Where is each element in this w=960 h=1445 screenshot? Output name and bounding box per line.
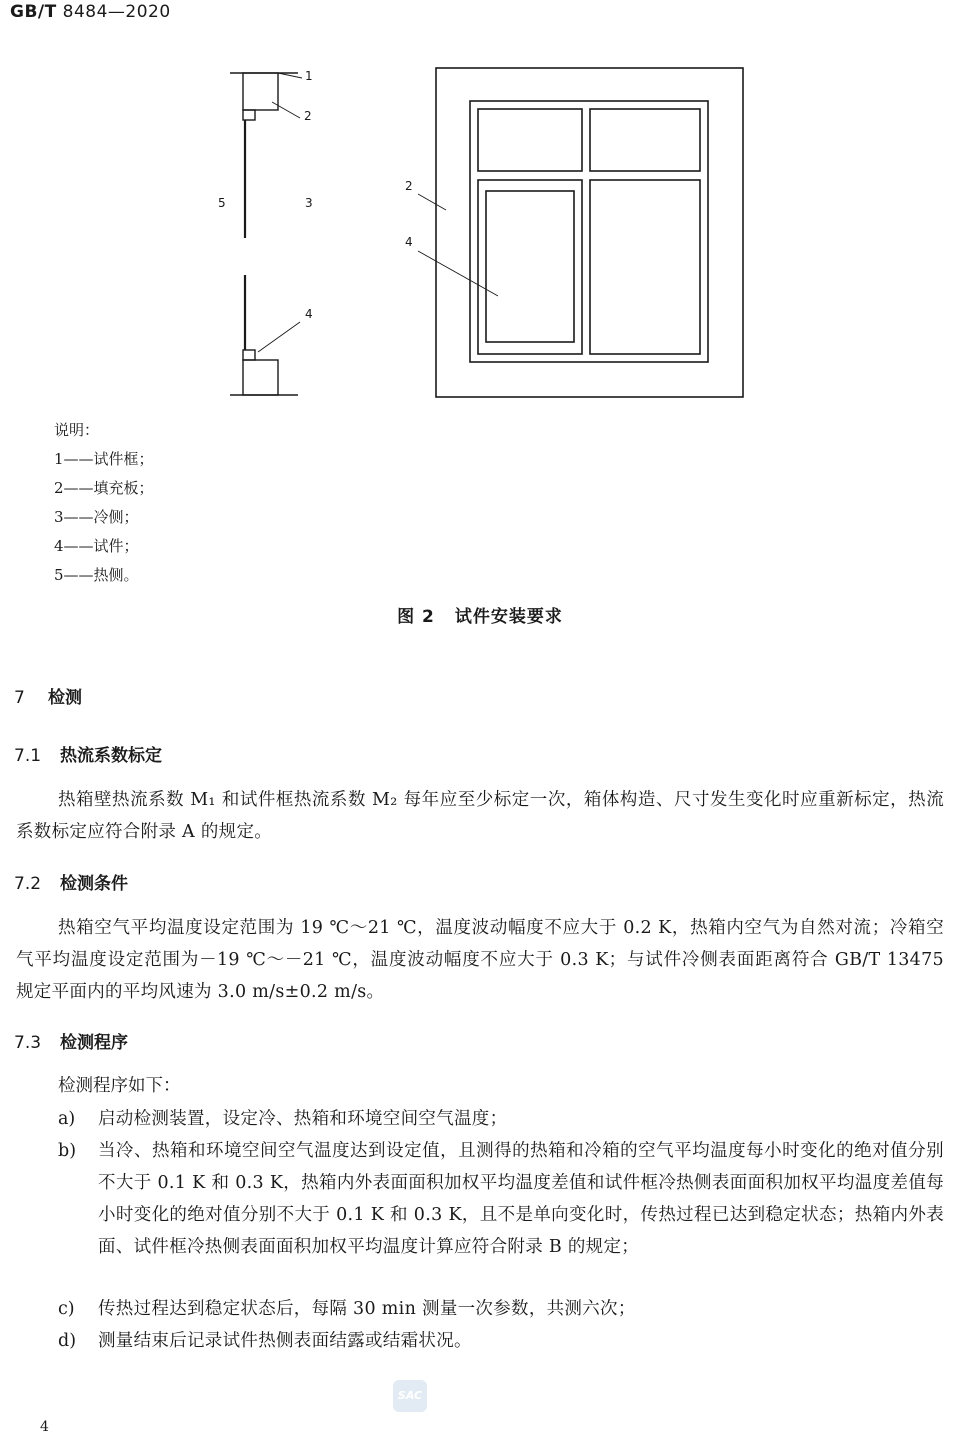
label-r4: 4 bbox=[405, 235, 413, 249]
section-number: 7.2 bbox=[14, 874, 42, 894]
figure-caption bbox=[0, 602, 960, 627]
list-item-label: d) bbox=[58, 1331, 77, 1351]
legend-item: 2——填充板； bbox=[54, 479, 154, 497]
pane-top-right bbox=[590, 109, 700, 171]
list-item bbox=[58, 1325, 944, 1357]
list-item bbox=[58, 1135, 944, 1263]
legend-item: 1——试件框； bbox=[54, 450, 154, 468]
figure-2-drawing bbox=[0, 0, 960, 410]
caption-text: 试件安装要求 bbox=[454, 607, 563, 627]
page-number: 4 bbox=[40, 1419, 49, 1435]
list-item bbox=[58, 1103, 944, 1135]
filler-panel-top bbox=[243, 110, 255, 120]
front-view bbox=[418, 68, 743, 397]
figure-legend bbox=[54, 416, 154, 590]
section-7-heading bbox=[14, 683, 82, 708]
list-item-text: 启动检测装置，设定冷、热箱和环境空间空气温度； bbox=[98, 1109, 508, 1129]
sash-left bbox=[478, 180, 582, 354]
label-3: 3 bbox=[305, 196, 313, 210]
section-7-1-heading bbox=[14, 741, 162, 766]
window-outer bbox=[470, 101, 708, 362]
section-7-3-heading bbox=[14, 1028, 128, 1053]
label-5: 5 bbox=[218, 196, 226, 210]
pane-left-inner bbox=[486, 191, 574, 342]
caption-number: 图 2 bbox=[397, 607, 435, 627]
section-number: 7.1 bbox=[14, 746, 42, 766]
standard-prefix: GB/T bbox=[10, 2, 57, 22]
legend-title: 说明： bbox=[54, 421, 100, 439]
pane-bottom-right bbox=[590, 180, 700, 354]
list-item-label: b) bbox=[58, 1141, 77, 1161]
list-item-label: c) bbox=[58, 1299, 75, 1319]
list-item-text: 传热过程达到稳定状态后，每隔 30 min 测量一次参数，共测六次； bbox=[98, 1299, 636, 1319]
leader-1 bbox=[278, 73, 302, 78]
specimen-frame-bottom bbox=[243, 360, 278, 395]
section-7-2-paragraph: 热箱空气平均温度设定范围为 19 ℃～21 ℃，温度波动幅度不应大于 0.2 K，热箱内空气为自然对流；冷箱空气平均温度设定范围为－19 ℃～－21 ℃，温度波动幅度不应大于 0.3 K；与试件冷侧表面距离符合 GB/T 13475 规定平面内的平均风速为 3.0 m/s±0.2 m/s。 bbox=[16, 918, 944, 1002]
sac-watermark: SAC bbox=[393, 1380, 427, 1412]
leader-r2 bbox=[418, 194, 446, 210]
list-item-label: a) bbox=[58, 1109, 76, 1129]
section-title: 检测条件 bbox=[60, 874, 128, 894]
pane-top-left bbox=[478, 109, 582, 171]
legend-item: 3——冷侧； bbox=[54, 508, 139, 526]
specimen-frame-top bbox=[243, 73, 278, 110]
section-title: 热流系数标定 bbox=[60, 746, 162, 766]
leader-4 bbox=[258, 322, 300, 352]
filler-panel-bottom bbox=[243, 350, 255, 360]
section-7-3-lead: 检测程序如下： bbox=[58, 1076, 181, 1096]
section-7-2-heading bbox=[14, 869, 128, 894]
list-item-text: 当冷、热箱和环境空间空气温度达到设定值，且测得的热箱和冷箱的空气平均温度每小时变化的绝对值分别不大于 0.1 K 和 0.3 K，热箱内外表面面积加权平均温度差值和试件框冷热侧表面面积加权平均温度差值每小时变化的绝对值分别不大于 0.1 K 和 0.3 K，且不是单向变化时，传热过程已达到稳定状态；热箱内外表面、试件框冷热侧表面面积加权平均温度计算应符合附录 B 的规定； bbox=[98, 1141, 944, 1257]
label-1: 1 bbox=[305, 69, 313, 83]
section-view bbox=[230, 73, 302, 395]
section-number: 7.3 bbox=[14, 1033, 42, 1053]
section-title: 检测 bbox=[48, 688, 82, 708]
label-4: 4 bbox=[305, 307, 313, 321]
standard-number: 8484—2020 bbox=[62, 2, 171, 22]
list-item-text: 测量结束后记录试件热侧表面结露或结霜状况。 bbox=[98, 1331, 472, 1351]
label-2: 2 bbox=[304, 109, 312, 123]
label-r2: 2 bbox=[405, 179, 413, 193]
legend-item: 5——热侧。 bbox=[54, 566, 139, 584]
section-number: 7 bbox=[14, 688, 25, 708]
section-title: 检测程序 bbox=[60, 1033, 128, 1053]
section-7-1-paragraph: 热箱壁热流系数 M₁ 和试件框热流系数 M₂ 每年应至少标定一次，箱体构造、尺寸发生变化时应重新标定，热流系数标定应符合附录 A 的规定。 bbox=[16, 790, 944, 842]
legend-item: 4——试件； bbox=[54, 537, 139, 555]
list-item bbox=[58, 1293, 944, 1325]
